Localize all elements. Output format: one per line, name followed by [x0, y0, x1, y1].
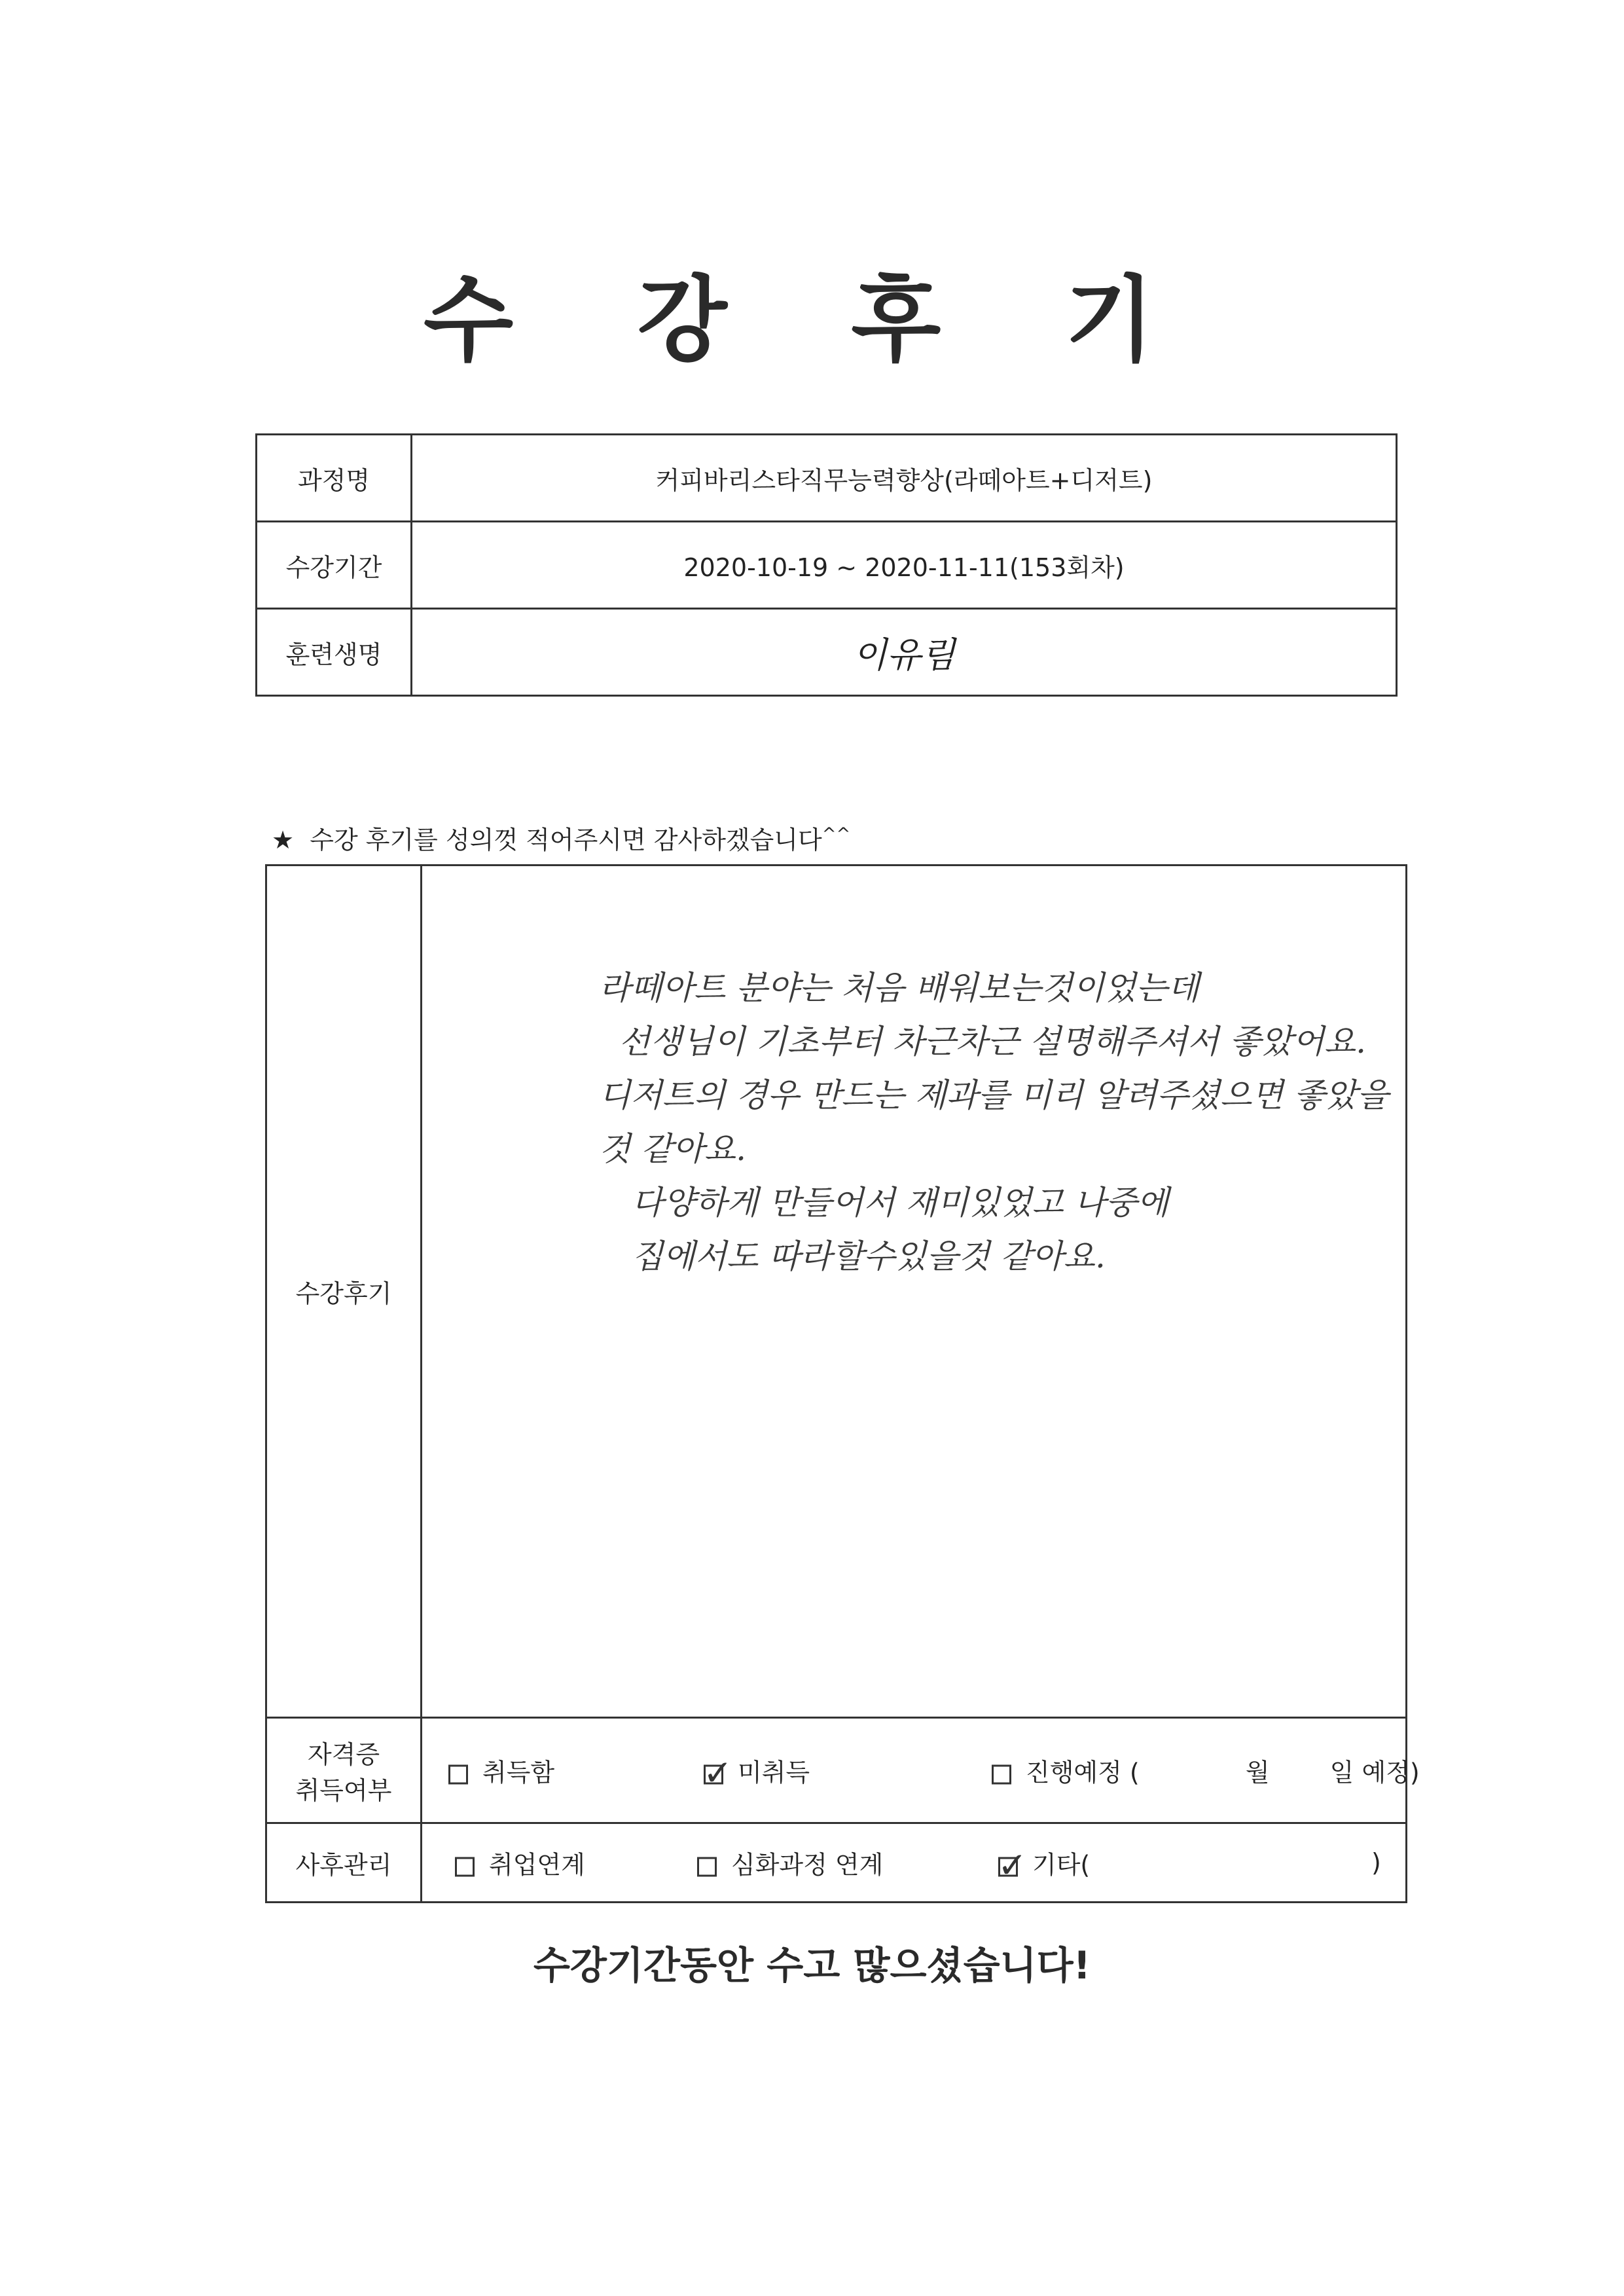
review-line: 다양하게 만들어서 재미있었고 나중에	[632, 1184, 1169, 1222]
cert-option-not-acquired-label: 미취득	[738, 1758, 810, 1787]
course-info-table	[255, 433, 1398, 697]
period-label: 수강기간	[257, 522, 412, 609]
cert-option-not-acquired[interactable]	[703, 1752, 810, 1793]
trainee-row	[257, 609, 1397, 696]
notice-text: 수강 후기를 성의껏 적어주시면 감사하겠습니다	[310, 826, 822, 854]
footer-message: 수강기간동안 수고 많으셨습니다!	[533, 1943, 1091, 1988]
check-mark-icon: ✓	[998, 1844, 1028, 1886]
certificate-label-line1: 자격증	[307, 1740, 380, 1769]
certificate-options	[422, 1718, 1420, 1823]
review-line: 디저트의 경우 만드는 제과를 미리 알려주셨으면 좋았을것 같아요.	[599, 1076, 1389, 1168]
checkbox-icon[interactable]	[998, 1844, 1028, 1886]
aftercare-option-other-label: 기타(	[1032, 1850, 1091, 1880]
certificate-row	[266, 1718, 1407, 1823]
review-line: 선생님이 기초부터 차근차근 설명해주셔서 좋았어요.	[619, 1023, 1367, 1061]
star-icon: ★	[272, 826, 295, 854]
review-text	[599, 961, 1405, 1283]
aftercare-option-employment[interactable]	[455, 1845, 585, 1881]
aftercare-options	[422, 1823, 1407, 1903]
review-row	[266, 866, 1407, 1718]
checkbox-icon[interactable]	[697, 1857, 717, 1876]
cert-option-planned[interactable]	[992, 1753, 1420, 1789]
notice-sup: ^^	[821, 824, 851, 845]
aftercare-row	[266, 1823, 1407, 1903]
course-label: 과정명	[257, 435, 412, 522]
aftercare-option-other[interactable]	[998, 1844, 1091, 1886]
cert-option-acquired-label: 취득함	[482, 1758, 555, 1787]
aftercare-option-employment-label: 취업연계	[489, 1850, 585, 1880]
checkbox-icon[interactable]	[992, 1764, 1011, 1784]
course-row	[257, 435, 1397, 522]
review-line: 라떼아트 분야는 처음 배워보는것이었는데	[599, 969, 1200, 1007]
trainee-value: 이유림	[412, 609, 1397, 696]
notice	[272, 820, 850, 856]
check-mark-icon: ✓	[703, 1752, 733, 1793]
aftercare-label: 사후관리	[266, 1823, 422, 1903]
trainee-label: 훈련생명	[257, 609, 412, 696]
cert-option-planned-label: 진행예정 (	[1026, 1758, 1140, 1787]
checkbox-icon[interactable]	[448, 1764, 468, 1784]
certificate-label-line2: 취득여부	[295, 1776, 392, 1805]
review-content	[422, 866, 1407, 1718]
cert-option-acquired[interactable]	[448, 1753, 554, 1789]
checkbox-icon[interactable]	[703, 1752, 733, 1793]
review-label: 수강후기	[266, 866, 422, 1718]
review-table	[265, 864, 1420, 1903]
review-line: 집에서도 따라할수있을것 같아요.	[632, 1237, 1106, 1275]
course-value: 커피바리스타직무능력향상(라떼아트+디저트)	[412, 435, 1397, 522]
checkbox-icon[interactable]	[455, 1857, 475, 1876]
period-row	[257, 522, 1397, 609]
period-value: 2020-10-19 ~ 2020-11-11(153회차)	[412, 522, 1397, 609]
page-title: 수 강 후 기	[424, 266, 1200, 374]
aftercare-option-advanced[interactable]	[697, 1845, 883, 1881]
aftercare-option-advanced-label: 심화과정 연계	[731, 1850, 884, 1880]
cert-day-label: 일 예정)	[1329, 1758, 1420, 1787]
aftercare-close-paren: )	[1371, 1848, 1381, 1877]
cert-month-label: 월	[1245, 1758, 1270, 1787]
certificate-label	[266, 1718, 422, 1823]
